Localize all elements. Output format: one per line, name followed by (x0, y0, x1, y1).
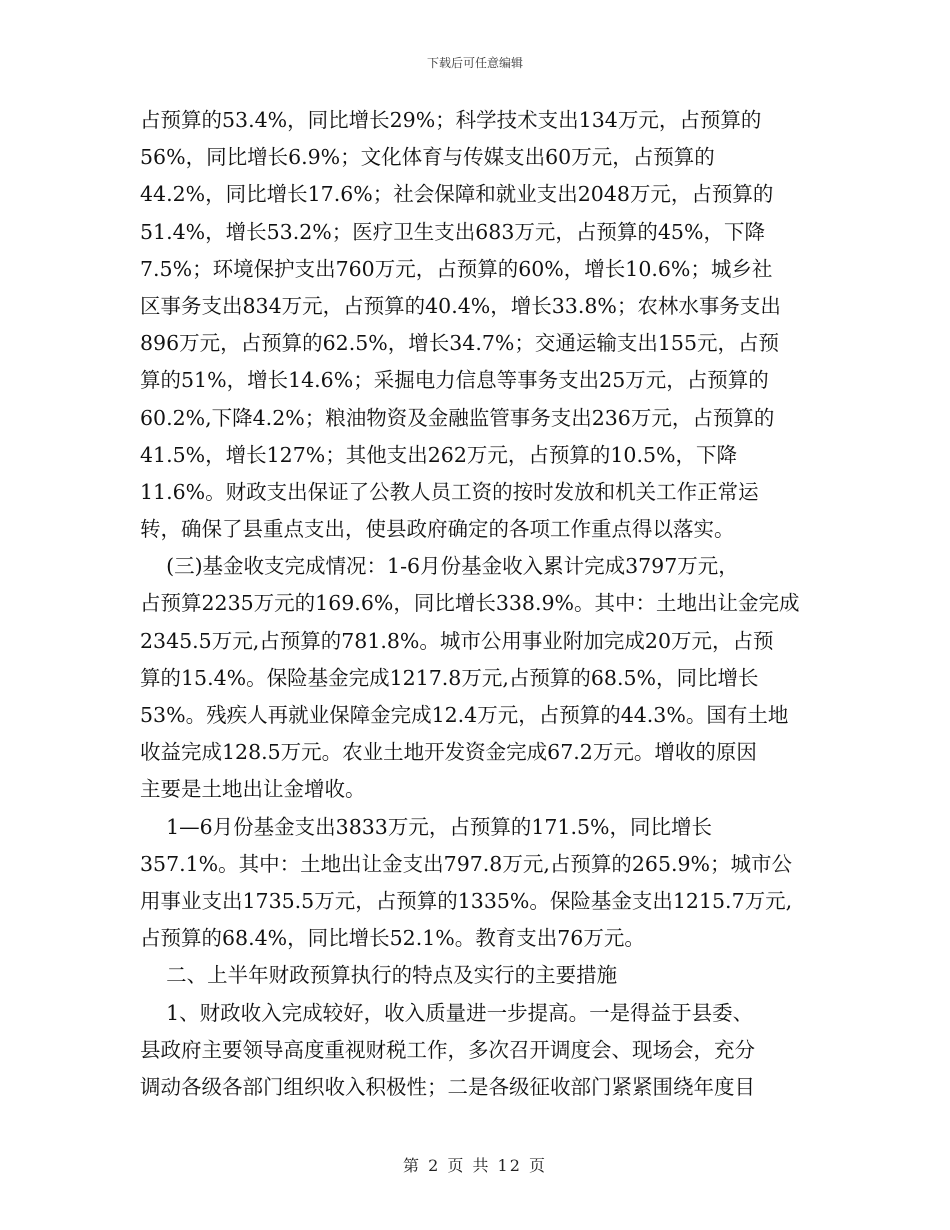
text-line: 11.6%。财政支出保证了公教人员工资的按时发放和机关工作正常运 (140, 479, 759, 504)
text-line: 60.2%,下降4.2%；粮油物资及金融监管事务支出236万元，占预算的 (140, 405, 775, 430)
text-line: 占预算的53.4%，同比增长29%；科学技术支出134万元，占预算的 (140, 108, 762, 132)
text-line: 转，确保了县重点支出，使县政府确定的各项工作重点得以落实。 (140, 517, 735, 542)
text-line: 896万元，占预算的62.5%，增长34.7%；交通运输支出155元，占预 (140, 331, 780, 356)
text-line: 56%，同比增长6.9%；文化体育与传媒支出60万元，占预算的 (140, 145, 715, 170)
text-line: 1—6月份基金支出3833万元，占预算的171.5%，同比增长 (140, 814, 712, 839)
text-line: 算的51%，增长14.6%；采掘电力信息等事务支出25万元，占预算的 (140, 368, 769, 393)
text-line: (三)基金收支完成情况：1-6月份基金收入累计完成3797万元， (140, 554, 739, 579)
text-line: 53%。残疾人再就业保障金完成12.4万元，占预算的44.3%。国有土地 (140, 703, 789, 727)
text-line: 41.5%，增长127%；其他支出262万元，占预算的10.5%，下降 (140, 442, 737, 467)
text-line: 用事业支出1735.5万元，占预算的1335%。保险基金支出1215.7万元, (140, 888, 793, 913)
text-line: 调动各级各部门组织收入积极性；二是各级征收部门紧紧围绕年度目 (140, 1074, 755, 1099)
text-line: 51.4%，增长53.2%；医疗卫生支出683万元，占预算的45%，下降 (140, 219, 765, 244)
text-line: 算的15.4%。保险基金完成1217.8万元,占预算的68.5%，同比增长 (140, 665, 759, 690)
section-heading: 二、上半年财政预算执行的特点及实行的主要措施 (140, 963, 618, 988)
text-line: 收益完成128.5万元。农业土地开发资金完成67.2万元。增收的原因 (140, 740, 757, 765)
text-line: 县政府主要领导高度重视财税工作，多次召开调度会、现场会，充分 (140, 1037, 755, 1062)
text-line: 占预算的68.4%，同比增长52.1%。教育支出76万元。 (140, 926, 645, 951)
text-line: 44.2%，同比增长17.6%；社会保障和就业支出2048万元，占预算的 (140, 182, 774, 207)
text-line: 1、财政收入完成较好，收入质量进一步提高。一是得益于县委、 (140, 1000, 754, 1025)
text-line: 357.1%。其中：土地出让金支出797.8万元,占预算的265.9%；城市公 (140, 851, 793, 876)
text-line: 主要是土地出让金增收。 (140, 777, 366, 802)
text-line: 区事务支出834万元，占预算的40.4%，增长33.8%；农林水事务支出 (140, 293, 781, 318)
page-header-note: 下载后可任意编辑 (426, 56, 523, 70)
text-line: 2345.5万元,占预算的781.8%。城市公用事业附加完成20万元，占预 (140, 628, 774, 653)
page-footer-number: 第 2 页 共 12 页 (403, 1156, 547, 1175)
text-line: 7.5%；环境保护支出760万元，占预算的60%，增长10.6%；城乡社 (140, 256, 773, 281)
text-line: 占预算2235万元的169.6%，同比增长338.9%。其中：土地出让金完成 (140, 591, 800, 616)
document-body (140, 102, 812, 1106)
